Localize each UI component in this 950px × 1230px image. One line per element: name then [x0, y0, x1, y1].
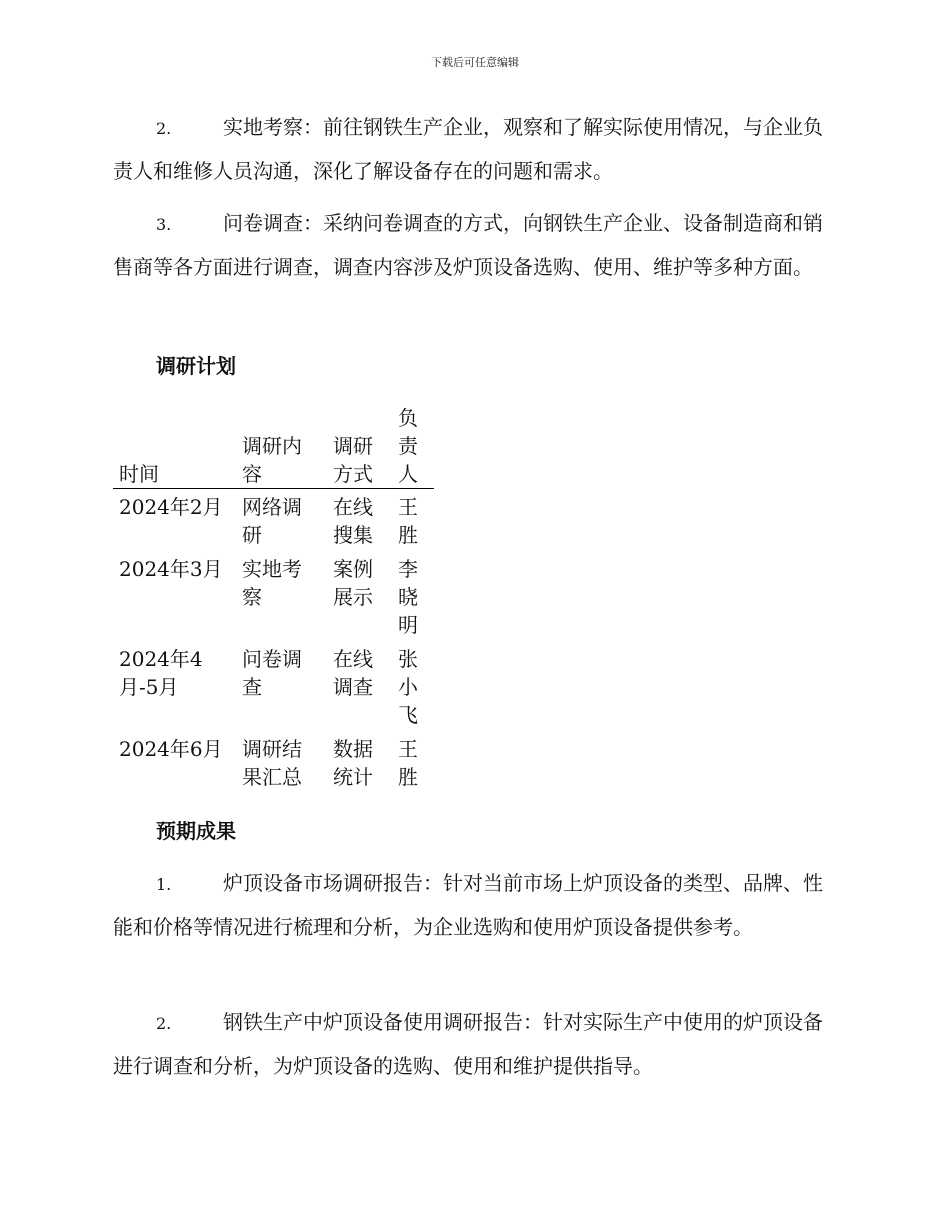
cell-content: 实地考察 — [242, 557, 302, 609]
col-header-time: 时间 — [119, 462, 159, 486]
cell-owner: 王胜 — [398, 495, 418, 547]
cell-method: 案例展示 — [333, 557, 373, 609]
table-header-row — [113, 404, 434, 489]
method-item — [113, 202, 833, 288]
table-row — [113, 551, 434, 641]
item-text: 钢铁生产中炉顶设备使用调研报告：针对实际生产中使用的炉顶设备进行调查和分析，为炉顶设备的选购、使用和维护提供指导。 — [113, 1010, 823, 1078]
item-number: 3. — [156, 215, 172, 234]
item-number: 1. — [156, 875, 172, 894]
col-header-owner: 负责人 — [398, 406, 418, 486]
cell-time: 2024年4月-5月 — [119, 647, 203, 699]
method-item — [113, 106, 833, 192]
item-text: 炉顶设备市场调研报告：针对当前市场上炉顶设备的类型、品牌、性能和价格等情况进行梳理和分析，为企业选购和使用炉顶设备提供参考。 — [113, 871, 823, 939]
cell-method: 在线搜集 — [333, 495, 373, 547]
table-row — [113, 489, 434, 552]
plan-table — [113, 404, 434, 793]
item-text: 问卷调查：采纳问卷调查的方式，向钢铁生产企业、设备制造商和销售商等各方面进行调查，调查内容涉及炉顶设备选购、使用、维护等多种方面。 — [113, 211, 823, 279]
cell-method: 在线调查 — [333, 647, 373, 699]
col-header-content: 调研内容 — [242, 434, 302, 486]
cell-time: 2024年2月 — [119, 495, 223, 519]
cell-method: 数据统计 — [333, 737, 373, 789]
cell-time: 2024年3月 — [119, 557, 223, 581]
item-number: 2. — [156, 119, 172, 138]
plan-heading: 调研计划 — [156, 354, 236, 378]
cell-owner: 张小飞 — [398, 647, 418, 727]
cell-time: 2024年6月 — [119, 737, 223, 761]
item-number: 2. — [156, 1014, 172, 1033]
table-row — [113, 731, 434, 793]
cell-owner: 王胜 — [398, 737, 418, 789]
cell-content: 问卷调查 — [242, 647, 302, 699]
result-item — [113, 862, 833, 948]
page-header: 下载后可任意编辑 — [431, 56, 519, 69]
results-heading: 预期成果 — [156, 819, 236, 843]
table-row — [113, 641, 434, 731]
item-text: 实地考察：前往钢铁生产企业，观察和了解实际使用情况，与企业负责人和维修人员沟通，深化了解设备存在的问题和需求。 — [113, 115, 823, 183]
col-header-method: 调研方式 — [333, 434, 373, 486]
cell-owner: 李晓明 — [398, 557, 418, 637]
cell-content: 网络调研 — [242, 495, 302, 547]
cell-content: 调研结果汇总 — [242, 737, 302, 789]
result-item — [113, 1001, 833, 1087]
